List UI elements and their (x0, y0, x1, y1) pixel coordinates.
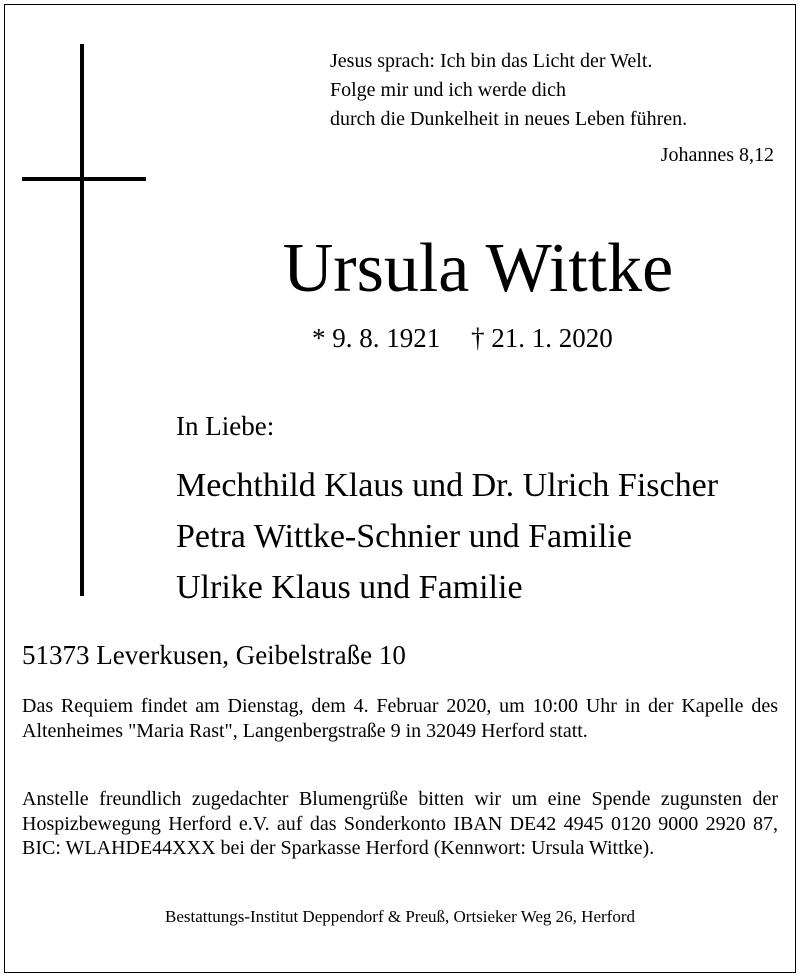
donation-paragraph: Anstelle freundlich zugedachter Blumengrüße bitten wir um eine Spende zugunsten der Hospizbewegung Herford e.V. auf das Sonderkonto IBAN DE42 4945 0120 9000 2920 87, BIC: WLAHDE44XXX bei der Sparkasse Herford (Kennwort: Ursula Wittke). (22, 788, 778, 859)
life-dates (312, 323, 613, 354)
cross-icon (80, 44, 84, 596)
deceased-name: Ursula Wittke (282, 230, 674, 307)
undertaker-line: Bestattungs-Institut Deppendorf & Preuß, Ortsieker Weg 26, Herford (165, 907, 635, 926)
death-date: 21. 1. 2020 (491, 323, 613, 353)
requiem-paragraph: Das Requiem findet am Dienstag, dem 4. Februar 2020, um 10:00 Uhr in der Kapelle des Altenheimes "Maria Rast", Langenbergstraße 9 in 32049 Herford statt. (22, 695, 778, 742)
mourner-name: Ulrike Klaus und Familie (176, 569, 523, 606)
verse-line: Folge mir und ich werde dich (330, 79, 567, 101)
mourners-list (176, 460, 718, 613)
verse-line: Jesus sprach: Ich bin das Licht der Welt. (330, 50, 653, 72)
cross-icon-bar (22, 177, 146, 181)
bible-verse (330, 47, 687, 134)
mourner-name: Mechthild Klaus und Dr. Ulrich Fischer (176, 467, 719, 504)
mourner-name: Petra Wittke-Schnier und Familie (176, 518, 632, 555)
family-address: 51373 Leverkusen, Geibelstraße 10 (22, 640, 406, 670)
birth-date: * 9. 8. 1921 (312, 323, 441, 353)
mourners-intro: In Liebe: (176, 411, 275, 441)
dagger-icon: † (471, 323, 485, 353)
verse-line: durch die Dunkelheit in neues Leben führen. (330, 108, 688, 130)
verse-reference: Johannes 8,12 (660, 144, 774, 166)
